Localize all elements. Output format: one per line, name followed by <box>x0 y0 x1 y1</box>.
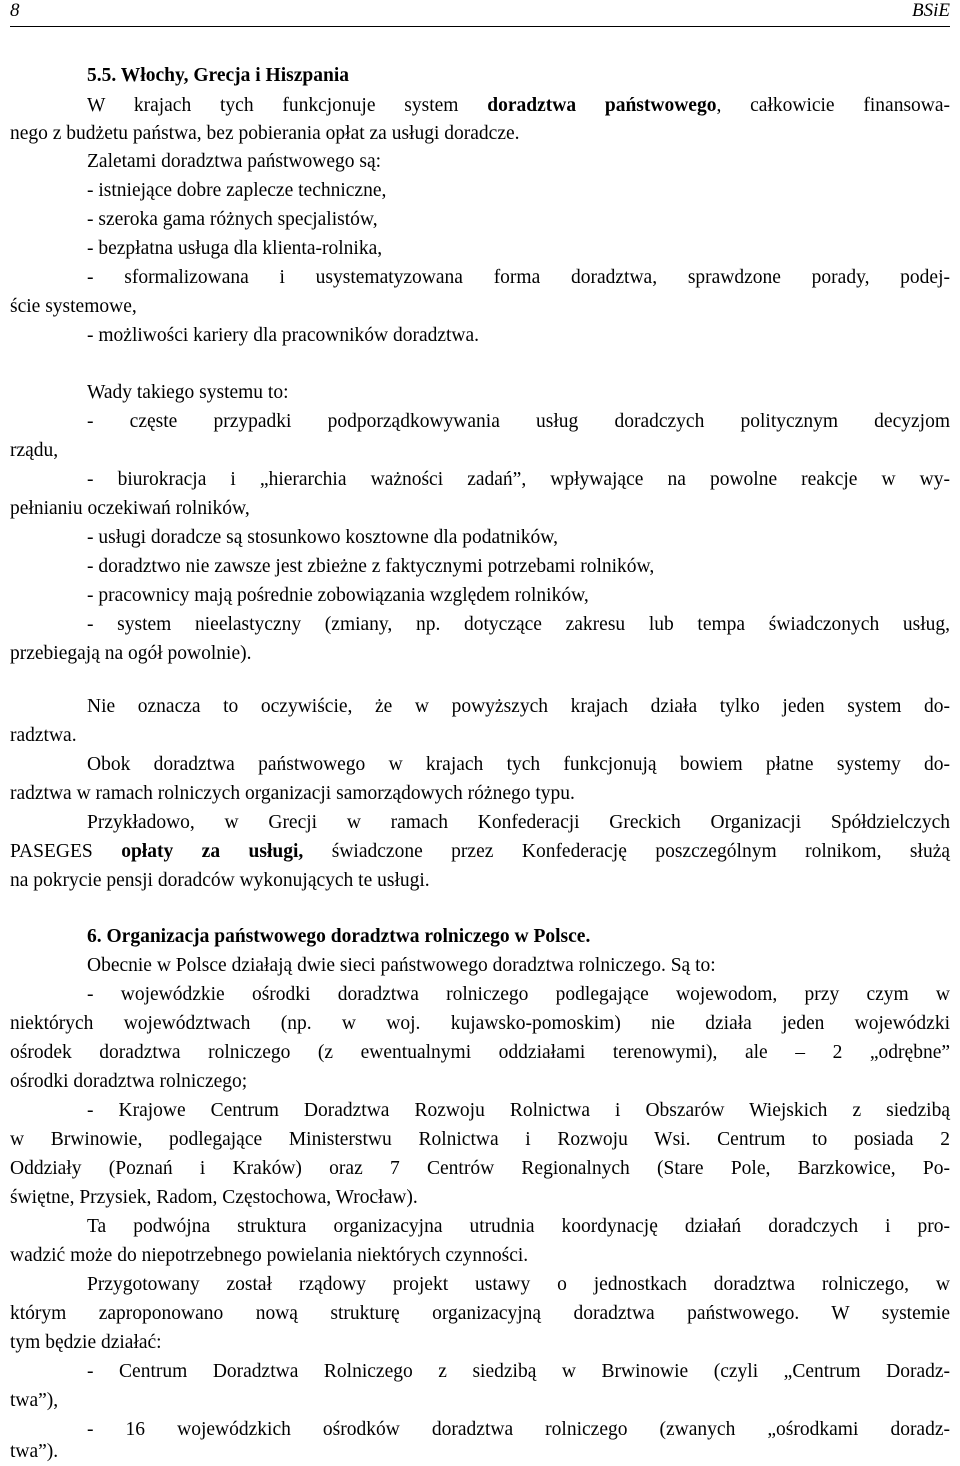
list-title: Wady takiego systemu to: <box>87 382 289 403</box>
list-item-continuation: twa”), <box>10 1390 59 1411</box>
paragraph-line: Nie oznacza to oczywiście, że w powyższych krajach działa tylko jeden system do- <box>87 696 950 717</box>
list-item: - 16 wojewódzkich ośrodków doradztwa rolniczego (zwanych „ośrodkami doradz- <box>87 1419 950 1440</box>
list-item: - pracownicy mają pośrednie zobowiązania względem rolników, <box>87 585 589 606</box>
paragraph-line: na pokrycie pensji doradców wykonujących te usługi. <box>10 870 430 891</box>
paragraph-line: Ta podwójna struktura organizacyjna utrudnia koordynację działań doradczych i pro- <box>87 1216 950 1237</box>
list-item-continuation: niektórych województwach (np. w woj. kujawsko-pomoskim) nie działa jeden wojewódzki <box>10 1013 950 1034</box>
paragraph-line: radztwa w ramach rolniczych organizacji samorządowych różnego typu. <box>10 783 575 804</box>
paragraph-line: Obok doradztwa państwowego w krajach tych funkcjonują bowiem płatne systemy do- <box>87 754 950 775</box>
list-item: - sformalizowana i usystematyzowana forma doradztwa, sprawdzone porady, podej- <box>87 267 950 288</box>
list-item-continuation: przebiegają na ogół powolnie). <box>10 643 252 664</box>
paragraph-line: nego z budżetu państwa, bez pobierania opłat za usługi doradcze. <box>10 123 520 144</box>
text-run: PASEGES <box>10 841 122 862</box>
list-item: - Centrum Doradztwa Rolniczego z siedzibą w Brwinowie (czyli „Centrum Doradz- <box>87 1361 950 1382</box>
list-item: - wojewódzkie ośrodki doradztwa rolniczego podlegające wojewodom, przy czym w <box>87 984 950 1005</box>
list-item: - biurokracja i „hierarchia ważności zadań”, wpływające na powolne reakcje w wy- <box>87 469 950 490</box>
list-item-continuation: twa”). <box>10 1441 59 1462</box>
paragraph-line <box>87 91 950 120</box>
paragraph-line: którym zaproponowano nową strukturę organizacyjną doradztwa państwowego. W systemie <box>10 1303 950 1324</box>
paragraph-line: wadzić może do niepotrzebnego powielania niektórych czynności. <box>10 1245 529 1266</box>
list-item-continuation: ośrodki doradztwa rolniczego; <box>10 1071 248 1092</box>
list-item-continuation: w Brwinowie, podlegające Ministerstwu Rolnictwa i Rozwoju Wsi. Centrum to posiada 2 <box>10 1129 950 1150</box>
list-item-continuation: świętne, Przysiek, Radom, Częstochowa, Wrocław). <box>10 1187 418 1208</box>
list-item-continuation: ście systemowe, <box>10 296 137 317</box>
paragraph-line: Przygotowany został rządowy projekt ustawy o jednostkach doradztwa rolniczego, w <box>87 1274 950 1295</box>
page-number: 8 <box>10 0 20 21</box>
text-run: W krajach tych funkcjonuje system <box>87 95 488 116</box>
paragraph-line: radztwa. <box>10 725 77 746</box>
list-item: - system nieelastyczny (zmiany, np. dotyczące zakresu lub tempa świadczonych usług, <box>87 614 950 635</box>
journal-name: BSiE <box>912 0 950 21</box>
section-heading: 6. Organizacja państwowego doradztwa rolniczego w Polsce. <box>87 926 591 947</box>
list-item: - bezpłatna usługa dla klienta-rolnika, <box>87 238 383 259</box>
paragraph-line: Obecnie w Polsce działają dwie sieci państwowego doradztwa rolniczego. Są to: <box>87 955 716 976</box>
page-header <box>10 0 950 27</box>
paragraph-line <box>10 837 950 866</box>
list-item: - częste przypadki podporządkowywania usług doradczych politycznym decyzjom <box>87 411 950 432</box>
list-item-continuation: rządu, <box>10 440 59 461</box>
list-item-continuation: ośrodek doradztwa rolniczego (z ewentualnymi oddziałami terenowymi), ale – 2 „odrębne” <box>10 1042 950 1063</box>
list-item-continuation: Oddziały (Poznań i Kraków) oraz 7 Centrów Regionalnych (Stare Pole, Barzkowice, Po- <box>10 1158 950 1179</box>
list-item-continuation: pełnianiu oczekiwań rolników, <box>10 498 250 519</box>
list-item: - istniejące dobre zaplecze techniczne, <box>87 180 387 201</box>
list-item: - możliwości kariery dla pracowników doradztwa. <box>87 325 480 346</box>
list-item: - szeroka gama różnych specjalistów, <box>87 209 378 230</box>
text-run: , całkowicie finansowa- <box>716 95 951 116</box>
list-item: - usługi doradcze są stosunkowo kosztowne dla podatników, <box>87 527 558 548</box>
text-run: świadczone przez Konfederację poszczególnym rolnikom, służą <box>303 841 951 862</box>
list-item: - Krajowe Centrum Doradztwa Rozwoju Rolnictwa i Obszarów Wiejskich z siedzibą <box>87 1100 950 1121</box>
section-heading: 5.5. Włochy, Grecja i Hiszpania <box>87 65 349 86</box>
bold-text: doradztwa państwowego <box>487 95 717 116</box>
list-title: Zaletami doradztwa państwowego są: <box>87 151 382 172</box>
paragraph-line: tym będzie działać: <box>10 1332 162 1353</box>
list-item: - doradztwo nie zawsze jest zbieżne z faktycznymi potrzebami rolników, <box>87 556 655 577</box>
paragraph-line: Przykładowo, w Grecji w ramach Konfederacji Greckich Organizacji Spółdzielczych <box>87 812 950 833</box>
bold-text: opłaty za usługi, <box>121 841 304 862</box>
